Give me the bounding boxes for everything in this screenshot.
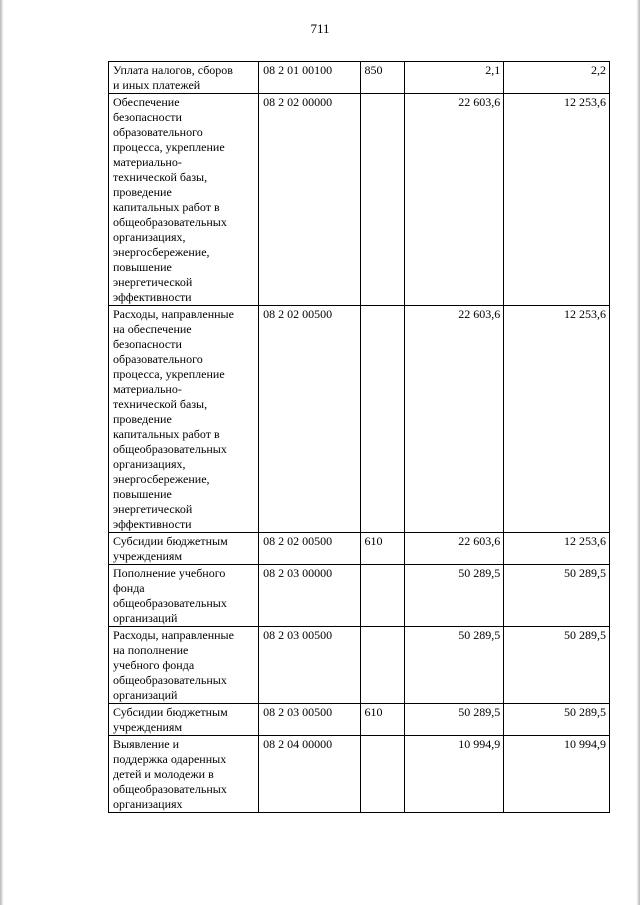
row-sum1-cell: 50 289,5 xyxy=(404,627,503,704)
row-vr-cell: 850 xyxy=(360,62,404,94)
row-sum1-cell: 50 289,5 xyxy=(404,704,503,736)
row-name-line: технической базы, xyxy=(113,397,208,411)
row-vr-cell xyxy=(360,306,404,533)
row-name-line: проведение xyxy=(113,412,172,426)
row-name-cell xyxy=(109,565,259,627)
row-name-line: учреждениям xyxy=(113,549,183,563)
row-name-line: поддержка одаренных xyxy=(113,752,227,766)
row-name-line: капитальных работ в xyxy=(113,427,220,441)
row-name-line: безопасности xyxy=(113,337,182,351)
row-name-line: Обеспечение xyxy=(113,95,180,109)
row-name-line: фонда xyxy=(113,581,145,595)
row-sum2-cell: 12 253,6 xyxy=(504,533,610,565)
row-name-cell xyxy=(109,62,259,94)
row-name-line: проведение xyxy=(113,185,172,199)
row-sum2-cell: 2,2 xyxy=(504,62,610,94)
row-name-cell xyxy=(109,533,259,565)
row-name-line: и иных платежей xyxy=(113,78,201,92)
row-name-line: безопасности xyxy=(113,110,182,124)
row-name-line: общеобразовательных xyxy=(113,596,227,610)
row-sum2-cell: 50 289,5 xyxy=(504,704,610,736)
row-name-line: энергосбережение, xyxy=(113,472,210,486)
row-sum1-cell: 22 603,6 xyxy=(404,306,503,533)
row-name-cell xyxy=(109,306,259,533)
row-sum1-cell: 50 289,5 xyxy=(404,565,503,627)
row-name-cell xyxy=(109,704,259,736)
row-name-line: детей и молодежи в xyxy=(113,767,214,781)
row-name-line: организациях, xyxy=(113,230,186,244)
row-name-line: Выявление и xyxy=(113,737,179,751)
row-name-line: общеобразовательных xyxy=(113,673,227,687)
row-name-line: энергетической xyxy=(113,275,193,289)
row-name-line: эффективности xyxy=(113,290,192,304)
row-name-line: процесса, укрепление xyxy=(113,140,225,154)
row-code-cell: 08 2 02 00500 xyxy=(259,306,360,533)
row-name-line: материально- xyxy=(113,155,182,169)
row-name-cell xyxy=(109,736,259,813)
row-name-cell xyxy=(109,627,259,704)
row-vr-cell xyxy=(360,736,404,813)
row-sum1-cell: 22 603,6 xyxy=(404,94,503,306)
row-vr-cell: 610 xyxy=(360,533,404,565)
table-row xyxy=(109,627,610,704)
row-name-line: технической базы, xyxy=(113,170,208,184)
row-sum2-cell: 50 289,5 xyxy=(504,565,610,627)
scan-edge-left xyxy=(0,0,3,905)
row-vr-cell: 610 xyxy=(360,704,404,736)
row-sum2-cell: 12 253,6 xyxy=(504,306,610,533)
row-name-line: образовательного xyxy=(113,352,203,366)
row-name-line: процесса, укрепление xyxy=(113,367,225,381)
row-name-line: организаций xyxy=(113,611,178,625)
row-sum2-cell: 12 253,6 xyxy=(504,94,610,306)
row-name-line: образовательного xyxy=(113,125,203,139)
row-vr-cell xyxy=(360,94,404,306)
row-code-cell: 08 2 02 00500 xyxy=(259,533,360,565)
row-code-cell: 08 2 04 00000 xyxy=(259,736,360,813)
row-name-line: энергетической xyxy=(113,502,193,516)
table-row xyxy=(109,533,610,565)
row-name-line: на обеспечение xyxy=(113,322,192,336)
row-code-cell: 08 2 02 00000 xyxy=(259,94,360,306)
row-code-cell: 08 2 01 00100 xyxy=(259,62,360,94)
row-code-cell: 08 2 03 00500 xyxy=(259,627,360,704)
row-name-line: организациях, xyxy=(113,457,186,471)
row-vr-cell xyxy=(360,565,404,627)
row-sum1-cell: 22 603,6 xyxy=(404,533,503,565)
row-sum1-cell: 10 994,9 xyxy=(404,736,503,813)
row-name-line: на пополнение xyxy=(113,643,189,657)
row-name-line: организациях xyxy=(113,797,183,811)
row-name-line: Субсидии бюджетным xyxy=(113,705,228,719)
row-name-line: учреждениям xyxy=(113,720,183,734)
row-name-line: повышение xyxy=(113,487,172,501)
row-sum2-cell: 10 994,9 xyxy=(504,736,610,813)
table-row xyxy=(109,62,610,94)
row-name-line: Расходы, направленные xyxy=(113,628,234,642)
row-code-cell: 08 2 03 00000 xyxy=(259,565,360,627)
row-name-line: Расходы, направленные xyxy=(113,307,234,321)
row-name-line: капитальных работ в xyxy=(113,200,220,214)
row-name-line: организаций xyxy=(113,688,178,702)
table-row xyxy=(109,736,610,813)
table-row xyxy=(109,94,610,306)
row-name-line: Субсидии бюджетным xyxy=(113,534,228,548)
table-row xyxy=(109,704,610,736)
row-vr-cell xyxy=(360,627,404,704)
table-row xyxy=(109,306,610,533)
row-code-cell: 08 2 03 00500 xyxy=(259,704,360,736)
page-number: 711 xyxy=(310,21,330,36)
row-sum1-cell: 2,1 xyxy=(404,62,503,94)
row-name-line: учебного фонда xyxy=(113,658,195,672)
row-name-line: Уплата налогов, сборов xyxy=(113,63,233,77)
budget-table-body xyxy=(109,62,610,813)
row-name-line: повышение xyxy=(113,260,172,274)
table-row xyxy=(109,565,610,627)
row-sum2-cell: 50 289,5 xyxy=(504,627,610,704)
row-name-line: эффективности xyxy=(113,517,192,531)
row-name-line: общеобразовательных xyxy=(113,782,227,796)
row-name-line: энергосбережение, xyxy=(113,245,210,259)
row-name-line: общеобразовательных xyxy=(113,215,227,229)
row-name-line: Пополнение учебного xyxy=(113,566,226,580)
row-name-line: материально- xyxy=(113,382,182,396)
row-name-line: общеобразовательных xyxy=(113,442,227,456)
row-name-cell xyxy=(109,94,259,306)
budget-table xyxy=(108,61,610,813)
